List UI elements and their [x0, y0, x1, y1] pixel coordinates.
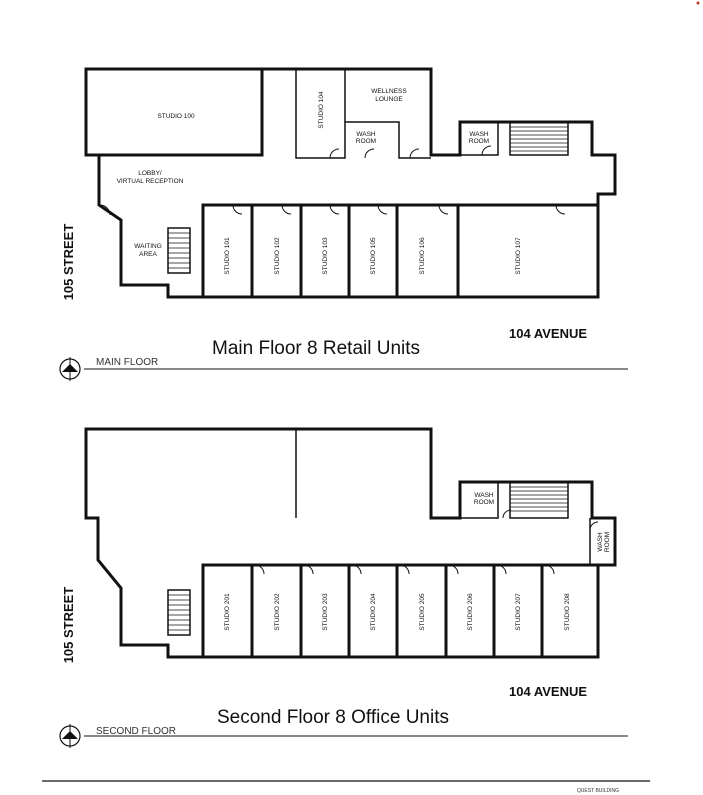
- studio-100-label: STUDIO 100: [157, 113, 195, 120]
- footer-text: QUEST BUILDING: [576, 788, 620, 794]
- marker-dot: [697, 2, 700, 5]
- lobby-label-2: VIRTUAL RECEPTION: [116, 178, 184, 185]
- washroom-b-label-2: ROOM: [468, 138, 490, 145]
- main-floor-label: MAIN FLOOR: [96, 357, 159, 368]
- stair-treads-right: [510, 127, 568, 151]
- studio-104-label: STUDIO 104: [318, 91, 325, 129]
- studio-label: STUDIO 107: [515, 237, 522, 275]
- wellness-lounge-label-1: WELLNESS: [371, 88, 407, 95]
- studio-label: STUDIO 101: [224, 237, 231, 275]
- washroom-a-label-2-2f: ROOM: [473, 499, 495, 506]
- washroom-a-label-1: WASH: [356, 131, 376, 138]
- studio-label: STUDIO 206: [467, 593, 474, 631]
- stair-treads-left: [168, 233, 190, 268]
- south-studios-wall: [203, 205, 598, 297]
- studio-label: STUDIO 102: [274, 237, 281, 275]
- stair-second-left: [168, 590, 190, 635]
- stair-treads-left-2f: [168, 595, 190, 630]
- studio-label: STUDIO 202: [274, 593, 281, 631]
- studio-100-wall: [86, 69, 262, 155]
- second-floor-label: SECOND FLOOR: [96, 726, 177, 737]
- south-studio-dividers: [252, 205, 458, 297]
- second-floor-plan: [60, 429, 628, 748]
- washroom-b-label-1: WASH: [469, 131, 489, 138]
- studio-label: STUDIO 105: [370, 237, 377, 275]
- stair-main-left: [168, 228, 190, 273]
- south-studio-dividers-2f: [252, 565, 542, 657]
- waiting-area-label-1: WAITING: [134, 243, 162, 250]
- washroom-b-label-2-2f: ROOM: [604, 531, 611, 553]
- wellness-lounge-label-2: LOUNGE: [375, 96, 403, 103]
- second-street-label: 105 STREET: [61, 586, 76, 664]
- south-studios-wall-2f: [203, 565, 598, 657]
- waiting-area-label-2: AREA: [139, 251, 157, 258]
- studio-label: STUDIO 208: [564, 593, 571, 631]
- studio-label: STUDIO 207: [515, 593, 522, 631]
- studio-label: STUDIO 201: [224, 593, 231, 631]
- north-arrow-icon: [60, 724, 80, 748]
- second-avenue-label: 104 AVENUE: [509, 684, 588, 699]
- lobby-label-1: LOBBY/: [138, 170, 162, 177]
- washroom-a-label-1-2f: WASH: [474, 492, 494, 499]
- main-avenue-label: 104 AVENUE: [509, 326, 588, 341]
- studio-label: STUDIO 205: [419, 593, 426, 631]
- stair-treads-right-2f: [510, 487, 568, 511]
- main-floor-caption: Main Floor 8 Retail Units: [212, 338, 421, 359]
- studio-label: STUDIO 204: [370, 593, 377, 631]
- washroom-b-label-1-2f: WASH: [597, 532, 604, 552]
- studio-label: STUDIO 103: [322, 237, 329, 275]
- main-floor-plan: [60, 69, 628, 381]
- north-arrow-icon: [60, 357, 80, 381]
- washroom-a-label-2: ROOM: [355, 138, 377, 145]
- main-street-label: 105 STREET: [61, 223, 76, 301]
- studio-label: STUDIO 203: [322, 593, 329, 631]
- second-floor-caption: Second Floor 8 Office Units: [217, 707, 449, 728]
- studio-label: STUDIO 106: [419, 237, 426, 275]
